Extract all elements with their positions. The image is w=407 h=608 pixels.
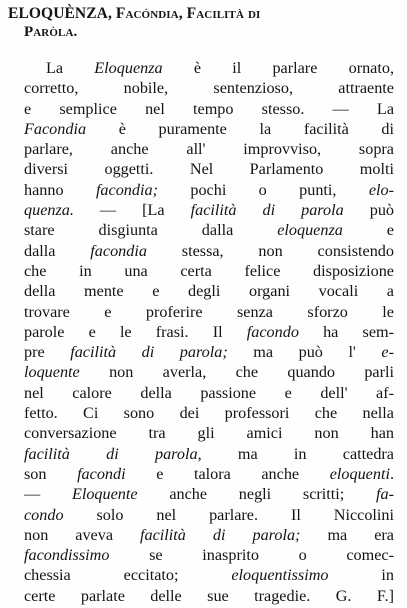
body-line — [24, 58, 394, 78]
italic-term: fa- — [376, 485, 394, 504]
entry-heading — [8, 5, 403, 41]
body-line — [24, 444, 394, 464]
text-run: può — [343, 201, 395, 220]
text-run: diversi oggetti. Nel Parlamento molti — [24, 160, 394, 179]
text-run: fetto. Ci sono dei professori che nella — [24, 404, 394, 423]
text-run: — — [24, 485, 72, 504]
body-line — [24, 261, 394, 281]
text-run: certe parlate delle sue tragedie. G. F.] — [24, 586, 394, 605]
text-run: ha sem- — [298, 322, 394, 341]
italic-term: eloquenza — [277, 221, 343, 240]
body-line — [24, 159, 394, 179]
text-run: nel calore della passione e dell' af- — [24, 383, 394, 402]
text-run: hanno — [24, 180, 96, 199]
text-run: parole e le frasi. Il — [24, 322, 247, 341]
body-line — [24, 525, 394, 545]
italic-term: facondia — [90, 241, 147, 260]
body-line — [24, 464, 394, 484]
text-run: se inasprito o comec- — [109, 546, 394, 565]
body-line — [24, 200, 394, 220]
italic-term: elo- — [368, 180, 394, 199]
body-line — [24, 362, 394, 382]
text-run: in — [328, 566, 394, 585]
text-run: , ma in cattedra — [197, 444, 394, 463]
body-line — [24, 281, 394, 301]
entry-title-continuation: Paròla. — [24, 24, 78, 40]
text-run: corretto, nobile, sentenzioso, attraente — [24, 79, 394, 98]
body-line — [24, 586, 394, 606]
text-run: dalla — [24, 241, 91, 260]
text-run: pre — [24, 343, 71, 362]
text-run: — [La — [73, 201, 191, 220]
text-run: La — [46, 59, 95, 77]
text-run: anche negli scritti; — [137, 485, 377, 504]
body-line — [24, 322, 394, 342]
text-run: pochi o punti, — [157, 180, 369, 199]
body-line — [24, 423, 394, 443]
italic-term: eloquentissimo — [231, 566, 329, 585]
body-line — [24, 342, 394, 362]
italic-term: facilità di parola — [24, 444, 198, 463]
entry-body — [24, 58, 394, 606]
body-line — [24, 139, 394, 159]
text-run: e — [342, 221, 394, 240]
text-run: e talora anche — [125, 464, 330, 483]
text-run: stessa, non consistendo — [146, 241, 394, 260]
text-run: è puramente la facilità di — [86, 119, 394, 138]
body-line — [24, 78, 394, 98]
italic-term: facilità di parola; — [70, 343, 228, 362]
body-line — [24, 403, 394, 423]
entry-title-main: ELOQUÈNZA, — [8, 5, 116, 22]
text-run: chessia eccitato; — [24, 566, 232, 585]
body-line — [24, 119, 394, 139]
text-run: non averla, che quando parli — [79, 363, 394, 382]
body-line — [24, 545, 394, 565]
italic-term: facilità di parola — [190, 201, 344, 220]
italic-term: facondo — [246, 322, 299, 341]
body-line — [24, 241, 394, 261]
italic-term: facilità di parola; — [140, 525, 301, 544]
italic-term: Eloquenza — [94, 59, 163, 77]
italic-term: e- — [381, 343, 394, 362]
text-run: è il parlare ornato, — [162, 59, 394, 77]
text-run: che in una certa felice disposizione — [24, 261, 394, 280]
italic-term: loquente — [24, 363, 80, 382]
text-run: stare disgiunta dalla — [24, 221, 278, 240]
body-line — [24, 383, 394, 403]
italic-term: condo — [24, 505, 64, 524]
text-run: e semplice nel tempo stesso. — La — [24, 99, 394, 118]
body-line — [24, 220, 394, 240]
italic-term: quenza. — [24, 201, 74, 220]
text-run: . — [389, 464, 394, 483]
body-line — [24, 180, 394, 200]
entry-title-synonyms: Facóndia, Facilità di — [115, 5, 261, 22]
text-run: trovare e proferire senza sforzo le — [24, 302, 394, 321]
text-run: della mente e degli organi vocali a — [24, 282, 394, 301]
italic-term: eloquenti — [329, 464, 390, 483]
italic-term: Facondia — [24, 119, 87, 138]
text-run: ma era — [300, 525, 394, 544]
text-run: parlare, anche all' improvviso, sopra — [24, 140, 394, 159]
italic-term: facondia; — [95, 180, 158, 199]
body-line — [24, 99, 394, 119]
text-run: solo nel parlare. Il Niccolini — [63, 505, 394, 524]
italic-term: facondi — [77, 464, 126, 483]
italic-term: Eloquente — [71, 485, 138, 504]
text-run: conversazione tra gli amici non han — [24, 424, 394, 443]
body-line — [24, 302, 394, 322]
italic-term: facondissimo — [24, 546, 110, 565]
text-run: son — [24, 464, 78, 483]
body-line — [24, 505, 394, 525]
text-run: non aveva — [24, 525, 141, 544]
body-line — [24, 565, 394, 585]
text-run: ma può l' — [227, 343, 382, 362]
body-line — [24, 484, 394, 504]
